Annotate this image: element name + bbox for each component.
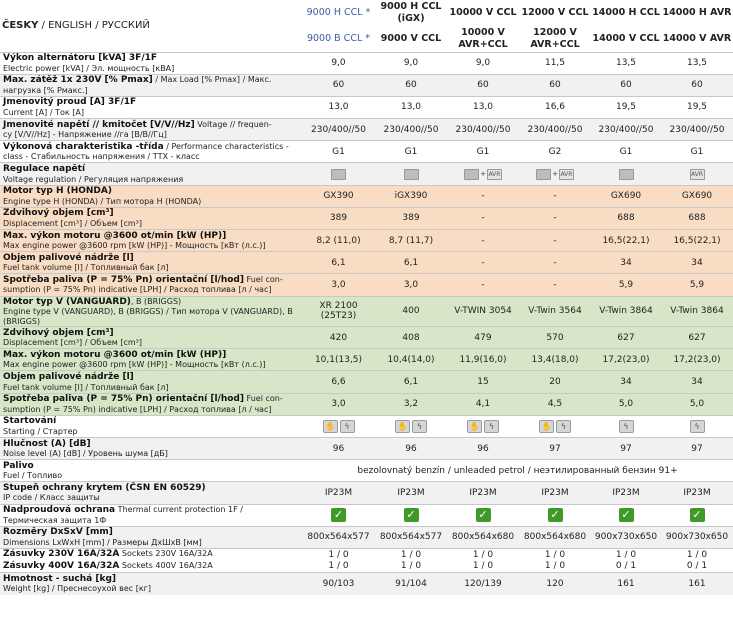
row-label-sub: Engine type H (HONDA) / Тип мотора H (HONDA) xyxy=(3,196,202,206)
value-cell: G2 xyxy=(519,141,591,163)
fuel-value: bezolovnatý benzín / unleaded petrol / неэтилированный бензин 91+ xyxy=(302,460,733,482)
row-label xyxy=(0,74,302,96)
regulation-cell xyxy=(375,163,447,185)
table-row xyxy=(0,185,733,207)
avr-regulation-icon: AVR xyxy=(488,170,501,178)
row-label-bold: Zásuvky 400V 16A/32A xyxy=(3,560,120,571)
checkmark-icon: ✓ xyxy=(476,508,491,522)
row-label xyxy=(0,504,302,526)
row-label xyxy=(0,371,302,393)
value-cell: 15 xyxy=(447,371,519,393)
value-cell: 420 xyxy=(302,327,375,349)
model-header-bottom: 9000 V CCL xyxy=(380,32,442,44)
header-row-top xyxy=(0,0,733,26)
row-label xyxy=(0,296,302,327)
table-row xyxy=(0,460,733,482)
table-row xyxy=(0,327,733,349)
row-label-suffix: Sockets 400V 16A/32A xyxy=(119,560,213,570)
manual-start-icon: ✋ xyxy=(539,420,554,433)
row-label xyxy=(0,415,302,437)
model-header-top: 10000 V CCL xyxy=(449,7,517,18)
row-label-suffix: Fuel con- xyxy=(244,394,283,404)
row-label-bold: Hlučnost (A) [dB] xyxy=(3,438,91,449)
value-cell: G1 xyxy=(447,141,519,163)
row-label-suffix: Fuel con- xyxy=(244,274,283,284)
ccl-regulation-icon xyxy=(404,169,419,180)
value-cell: G1 xyxy=(591,141,661,163)
value-cell: 13,5 xyxy=(591,52,661,74)
regulation-cell xyxy=(519,163,591,185)
row-label-bold: Regulace napětí xyxy=(3,164,86,175)
value-cell: 4,5 xyxy=(519,393,591,415)
row-label-bold: Startování xyxy=(3,416,57,427)
value-cell: 10,4(14,0) xyxy=(375,349,447,371)
value-cell: 97 xyxy=(591,438,661,460)
row-label-sub: Fuel tank volume [l] / Топливный бак [л] xyxy=(3,263,169,273)
value-cell: 688 xyxy=(591,207,661,229)
value-cell: 17,2(23,0) xyxy=(661,349,733,371)
row-label-bold: Max. výkon motoru @3600 ot/min [kW (HP)] xyxy=(3,230,227,241)
value-cell: 96 xyxy=(302,438,375,460)
value-cell: 0 / 1 xyxy=(591,560,661,572)
row-label xyxy=(0,185,302,207)
row-label-sub: Fuel tank volume [l] / Топливный бак [л] xyxy=(3,382,169,392)
table-row xyxy=(0,482,733,504)
table-row xyxy=(0,119,733,141)
value-cell: 60 xyxy=(447,74,519,96)
row-label xyxy=(0,52,302,74)
row-label-bold: Max. zátěž 1x 230V [% Pmax] xyxy=(3,75,153,86)
value-cell: 3,2 xyxy=(375,393,447,415)
value-cell: - xyxy=(447,252,519,274)
ccl-regulation-icon xyxy=(331,169,346,180)
row-label-sub: Weight [kg] / Преснесоухой вес [кг] xyxy=(3,584,151,594)
value-cell: - xyxy=(519,207,591,229)
checkmark-icon: ✓ xyxy=(331,508,346,522)
value-cell: 1 / 0 xyxy=(591,548,661,560)
starting-cell xyxy=(375,415,447,437)
row-label-sub: sumption (P = 75% Pn) indicative [LPH] / Расход топлива [л / час] xyxy=(3,404,272,414)
value-cell: 20 xyxy=(519,371,591,393)
table-row xyxy=(0,230,733,252)
protection-cell xyxy=(375,504,447,526)
row-label-bold: Objem palivové nádrže [l] xyxy=(3,252,134,263)
regulation-cell xyxy=(302,163,375,185)
value-cell: 60 xyxy=(375,74,447,96)
value-cell: 800x564x680 xyxy=(447,526,519,548)
value-cell: 161 xyxy=(591,572,661,594)
model-header-bottom: 9000 B CCL * xyxy=(306,32,371,44)
value-cell: XR 2100 (25T23) xyxy=(302,296,375,327)
value-cell: 688 xyxy=(661,207,733,229)
value-cell: V-Twin 3564 xyxy=(519,296,591,327)
row-label xyxy=(0,252,302,274)
value-cell: 230/400//50 xyxy=(375,119,447,141)
value-cell: 5,0 xyxy=(661,393,733,415)
row-label xyxy=(0,560,302,572)
row-label-bold: Motor typ H (HONDA) xyxy=(3,186,112,197)
starting-cell xyxy=(519,415,591,437)
table-row xyxy=(0,371,733,393)
value-cell: 408 xyxy=(375,327,447,349)
value-cell: 11,9(16,0) xyxy=(447,349,519,371)
electric-start-icon: ϟ xyxy=(340,420,355,433)
row-label xyxy=(0,526,302,548)
row-label-bold: Objem palivové nádrže [l] xyxy=(3,372,134,383)
table-row xyxy=(0,207,733,229)
row-label-sub: Fuel / Топливо xyxy=(3,471,63,481)
value-cell: - xyxy=(519,185,591,207)
value-cell: IP23M xyxy=(302,482,375,504)
model-header-top: 9000 H CCL * xyxy=(306,7,371,18)
row-label-bold: Rozměry DxŠxV [mm] xyxy=(3,527,113,538)
checkmark-icon: ✓ xyxy=(404,508,419,522)
value-cell: G1 xyxy=(375,141,447,163)
value-cell: - xyxy=(519,274,591,296)
row-label-sub: Dimensions LxWxH [mm] / Размеры ДхШхВ [мм] xyxy=(3,537,202,547)
value-cell: G1 xyxy=(661,141,733,163)
value-cell: 13,0 xyxy=(447,96,519,118)
value-cell: IP23M xyxy=(591,482,661,504)
value-cell: 16,5(22,1) xyxy=(661,230,733,252)
value-cell: 19,5 xyxy=(661,96,733,118)
value-cell: 800x564x577 xyxy=(302,526,375,548)
row-label-bold: Stupeň ochrany krytem (ČSN EN 60529) xyxy=(3,482,206,493)
value-cell: 389 xyxy=(302,207,375,229)
value-cell: 161 xyxy=(661,572,733,594)
row-label xyxy=(0,460,302,482)
value-cell: 6,1 xyxy=(302,252,375,274)
row-label-sub: Max engine power @3600 rpm [kW (HP)] - Мощность [кВт (л.с.)] xyxy=(3,241,266,251)
table-row xyxy=(0,296,733,327)
value-cell: 34 xyxy=(661,252,733,274)
value-cell: 3,0 xyxy=(375,274,447,296)
value-cell: 91/104 xyxy=(375,572,447,594)
table-row xyxy=(0,438,733,460)
model-header-top: 14000 H AVR xyxy=(662,7,732,18)
value-cell: - xyxy=(447,207,519,229)
avr-regulation-icon: AVR xyxy=(560,170,573,178)
value-cell: 60 xyxy=(302,74,375,96)
value-cell: 900x730x650 xyxy=(661,526,733,548)
value-cell: 8,7 (11,7) xyxy=(375,230,447,252)
row-label-suffix: Thermal current protection 1F / xyxy=(115,505,243,515)
row-label-bold: Zdvihový objem [cm³] xyxy=(3,327,114,338)
ccl-regulation-icon xyxy=(464,169,479,180)
row-label-sub: Displacement [cm³] / Объем [cm³] xyxy=(3,218,142,228)
checkmark-icon: ✓ xyxy=(548,508,563,522)
row-label-bold: Palivo xyxy=(3,460,34,471)
starting-cell xyxy=(302,415,375,437)
ccl-regulation-icon xyxy=(619,169,634,180)
table-row xyxy=(0,349,733,371)
table-row xyxy=(0,252,733,274)
row-label xyxy=(0,96,302,118)
starting-cell xyxy=(591,415,661,437)
row-label-sub: IP code / Класс защиты xyxy=(3,493,100,503)
value-cell: 3,0 xyxy=(302,274,375,296)
manual-start-icon: ✋ xyxy=(467,420,482,433)
value-cell: 17,2(23,0) xyxy=(591,349,661,371)
row-label-bold: Motor typ V (VANGUARD) xyxy=(3,296,131,307)
value-cell: 13,0 xyxy=(302,96,375,118)
value-cell: 13,5 xyxy=(661,52,733,74)
value-cell: - xyxy=(447,274,519,296)
protection-cell xyxy=(447,504,519,526)
manual-start-icon: ✋ xyxy=(323,420,338,433)
value-cell: 96 xyxy=(375,438,447,460)
row-label-bold: Jmenovité napětí // kmitočet [V/V//Hz] xyxy=(3,119,195,130)
value-cell: 5,9 xyxy=(661,274,733,296)
value-cell: IP23M xyxy=(447,482,519,504)
row-label-suffix: , B (BRIGGS) xyxy=(130,296,182,306)
value-cell: IP23M xyxy=(375,482,447,504)
row-label xyxy=(0,230,302,252)
checkmark-icon: ✓ xyxy=(619,508,634,522)
value-cell: 9,0 xyxy=(447,52,519,74)
row-label xyxy=(0,393,302,415)
value-cell: 479 xyxy=(447,327,519,349)
value-cell: 1 / 0 xyxy=(661,548,733,560)
row-label xyxy=(0,438,302,460)
row-label xyxy=(0,163,302,185)
value-cell: 1 / 0 xyxy=(519,560,591,572)
model-header-bottom: 12000 V AVR+CCL xyxy=(530,26,580,50)
row-label-sub: Voltage regulation / Регуляция напряжения xyxy=(3,174,184,184)
row-label-sub: class - Стабильность напряжения / ТТХ - класс xyxy=(3,152,200,162)
value-cell: 230/400//50 xyxy=(519,119,591,141)
ccl-regulation-icon xyxy=(536,169,551,180)
value-cell: 230/400//50 xyxy=(661,119,733,141)
row-label xyxy=(0,572,302,594)
checkmark-icon: ✓ xyxy=(690,508,705,522)
value-cell: 230/400//50 xyxy=(447,119,519,141)
value-cell: IP23M xyxy=(519,482,591,504)
value-cell: 800x564x577 xyxy=(375,526,447,548)
row-label-bold: Zásuvky 230V 16A/32A xyxy=(3,549,120,560)
value-cell: V-TWIN 3054 xyxy=(447,296,519,327)
value-cell: 1 / 0 xyxy=(519,548,591,560)
row-label-bold: Max. výkon motoru @3600 ot/min [kW (HP)] xyxy=(3,349,227,360)
row-label-sub: Starting / Стартер xyxy=(3,426,78,436)
value-cell: 800x564x680 xyxy=(519,526,591,548)
value-cell: 13,0 xyxy=(375,96,447,118)
value-cell: GX690 xyxy=(591,185,661,207)
value-cell: 11,5 xyxy=(519,52,591,74)
value-cell: iGX390 xyxy=(375,185,447,207)
table-row xyxy=(0,74,733,96)
row-label xyxy=(0,482,302,504)
model-header-bottom: 14000 V CCL xyxy=(592,32,660,44)
regulation-cell xyxy=(661,163,733,185)
value-cell: 6,6 xyxy=(302,371,375,393)
table-row xyxy=(0,560,733,572)
value-cell: 9,0 xyxy=(302,52,375,74)
value-cell: 5,9 xyxy=(591,274,661,296)
row-label-sub: Engine type V (VANGUARD), B (BRIGGS) / Тип мотора V (VANGUARD), B (BRIGGS) xyxy=(3,307,293,326)
row-label-suffix: Voltage // frequen- xyxy=(194,119,272,129)
protection-cell xyxy=(661,504,733,526)
table-row xyxy=(0,526,733,548)
row-label-sub: Термическая защита 1Ф xyxy=(3,515,107,525)
row-label-bold: Zdvihový objem [cm³] xyxy=(3,208,114,219)
value-cell: 400 xyxy=(375,296,447,327)
value-cell: - xyxy=(519,252,591,274)
table-row xyxy=(0,548,733,560)
value-cell: 0 / 1 xyxy=(661,560,733,572)
table-title: ČESKY / ENGLISH / РУССКИЙ xyxy=(2,19,150,31)
row-label-sub: Electric power [kVA] / Эл. мощность [кВА] xyxy=(3,63,175,73)
row-label-sub: Noise level (A) [dB] / Уровень шума [дБ] xyxy=(3,449,168,459)
model-header-top: 9000 H CCL (iGX) xyxy=(380,1,442,24)
plus-icon: + xyxy=(480,170,486,179)
row-label-suffix: / Max Load [% Pmax] / Макс. xyxy=(152,75,272,85)
avr-regulation-icon: AVR xyxy=(691,170,703,178)
table-row xyxy=(0,393,733,415)
row-label-sub: sumption (P = 75% Pn) indicative [LPH] / Расход топлива [л / час] xyxy=(3,285,272,295)
table-row xyxy=(0,96,733,118)
row-label-suffix: Sockets 230V 16A/32A xyxy=(119,549,213,559)
value-cell: 97 xyxy=(661,438,733,460)
row-label xyxy=(0,548,302,560)
value-cell: IP23M xyxy=(661,482,733,504)
row-label xyxy=(0,141,302,163)
value-cell: 90/103 xyxy=(302,572,375,594)
row-label-bold: Spotřeba paliva (P = 75% Pn) orientační [l/hod] xyxy=(3,274,244,285)
table-row xyxy=(0,572,733,594)
table-row xyxy=(0,415,733,437)
row-label-sub: Current [A] / Ток [A] xyxy=(3,107,84,117)
value-cell: GX390 xyxy=(302,185,375,207)
row-label xyxy=(0,207,302,229)
value-cell: 10,1(13,5) xyxy=(302,349,375,371)
value-cell: 97 xyxy=(519,438,591,460)
manual-start-icon: ✋ xyxy=(395,420,410,433)
value-cell: 16,5(22,1) xyxy=(591,230,661,252)
value-cell: 60 xyxy=(591,74,661,96)
electric-start-icon: ϟ xyxy=(484,420,499,433)
value-cell: - xyxy=(447,185,519,207)
protection-cell xyxy=(591,504,661,526)
model-header-bottom: 14000 V AVR xyxy=(662,32,732,44)
model-header-top: 14000 H CCL xyxy=(592,7,660,18)
value-cell: V-Twin 3864 xyxy=(591,296,661,327)
value-cell: - xyxy=(447,230,519,252)
row-label-sub: Max engine power @3600 rpm [kW (HP)] - Мощность [кВт (л.с.)] xyxy=(3,360,266,370)
value-cell: 6,1 xyxy=(375,371,447,393)
table-row xyxy=(0,52,733,74)
row-label-bold: Nadproudová ochrana xyxy=(3,505,116,516)
value-cell: 34 xyxy=(591,371,661,393)
electric-start-icon: ϟ xyxy=(412,420,427,433)
value-cell: 4,1 xyxy=(447,393,519,415)
regulation-cell xyxy=(447,163,519,185)
value-cell: 13,4(18,0) xyxy=(519,349,591,371)
row-label-sub: Displacement [cm³] / Объем [cm³] xyxy=(3,338,142,348)
value-cell: - xyxy=(519,230,591,252)
row-label xyxy=(0,327,302,349)
row-label-bold: Spotřeba paliva (P = 75% Pn) orientační [l/hod] xyxy=(3,394,244,405)
row-label-bold: Jmenovitý proud [A] 3F/1F xyxy=(3,97,137,108)
protection-cell xyxy=(519,504,591,526)
table-row xyxy=(0,163,733,185)
value-cell: 8,2 (11,0) xyxy=(302,230,375,252)
value-cell: 3,0 xyxy=(302,393,375,415)
table-row xyxy=(0,141,733,163)
value-cell: 230/400//50 xyxy=(591,119,661,141)
electric-start-icon: ϟ xyxy=(619,420,634,433)
regulation-cell xyxy=(591,163,661,185)
model-header-bottom: 10000 V AVR+CCL xyxy=(458,26,508,50)
value-cell: 627 xyxy=(591,327,661,349)
value-cell: 16,6 xyxy=(519,96,591,118)
value-cell: 389 xyxy=(375,207,447,229)
value-cell: 1 / 0 xyxy=(302,548,375,560)
electric-start-icon: ϟ xyxy=(690,420,705,433)
value-cell: 60 xyxy=(661,74,733,96)
value-cell: 570 xyxy=(519,327,591,349)
value-cell: 96 xyxy=(447,438,519,460)
row-label-suffix: / Performance characteristics - xyxy=(163,141,289,151)
row-label-sub: cy [V/V//Hz] - Напряжение //га [В/В//Гц] xyxy=(3,130,167,140)
value-cell: 34 xyxy=(591,252,661,274)
value-cell: 1 / 0 xyxy=(447,560,519,572)
value-cell: 19,5 xyxy=(591,96,661,118)
row-label xyxy=(0,119,302,141)
table-row xyxy=(0,504,733,526)
value-cell: 1 / 0 xyxy=(375,560,447,572)
value-cell: 900x730x650 xyxy=(591,526,661,548)
value-cell: 34 xyxy=(661,371,733,393)
value-cell: 9,0 xyxy=(375,52,447,74)
value-cell: G1 xyxy=(302,141,375,163)
row-label-bold: Výkon alternátoru [kVA] 3F/1F xyxy=(3,53,158,64)
value-cell: 1 / 0 xyxy=(375,548,447,560)
model-header-top: 12000 V CCL xyxy=(521,7,589,18)
value-cell: 60 xyxy=(519,74,591,96)
table-row xyxy=(0,274,733,296)
row-label xyxy=(0,274,302,296)
starting-cell xyxy=(447,415,519,437)
value-cell: 230/400//50 xyxy=(302,119,375,141)
value-cell: 1 / 0 xyxy=(447,548,519,560)
value-cell: 120/139 xyxy=(447,572,519,594)
row-label-bold: Hmotnost - suchá [kg] xyxy=(3,573,117,584)
value-cell: 6,1 xyxy=(375,252,447,274)
value-cell: V-Twin 3864 xyxy=(661,296,733,327)
row-label-sub: нагрузка [% Pмакс.] xyxy=(3,85,88,95)
plus-icon: + xyxy=(552,170,558,179)
value-cell: GX690 xyxy=(661,185,733,207)
row-label-bold: Výkonová charakteristika -třída xyxy=(3,141,164,152)
electric-start-icon: ϟ xyxy=(556,420,571,433)
value-cell: 5,0 xyxy=(591,393,661,415)
value-cell: 120 xyxy=(519,572,591,594)
protection-cell xyxy=(302,504,375,526)
value-cell: 1 / 0 xyxy=(302,560,375,572)
starting-cell xyxy=(661,415,733,437)
row-label xyxy=(0,349,302,371)
value-cell: 627 xyxy=(661,327,733,349)
